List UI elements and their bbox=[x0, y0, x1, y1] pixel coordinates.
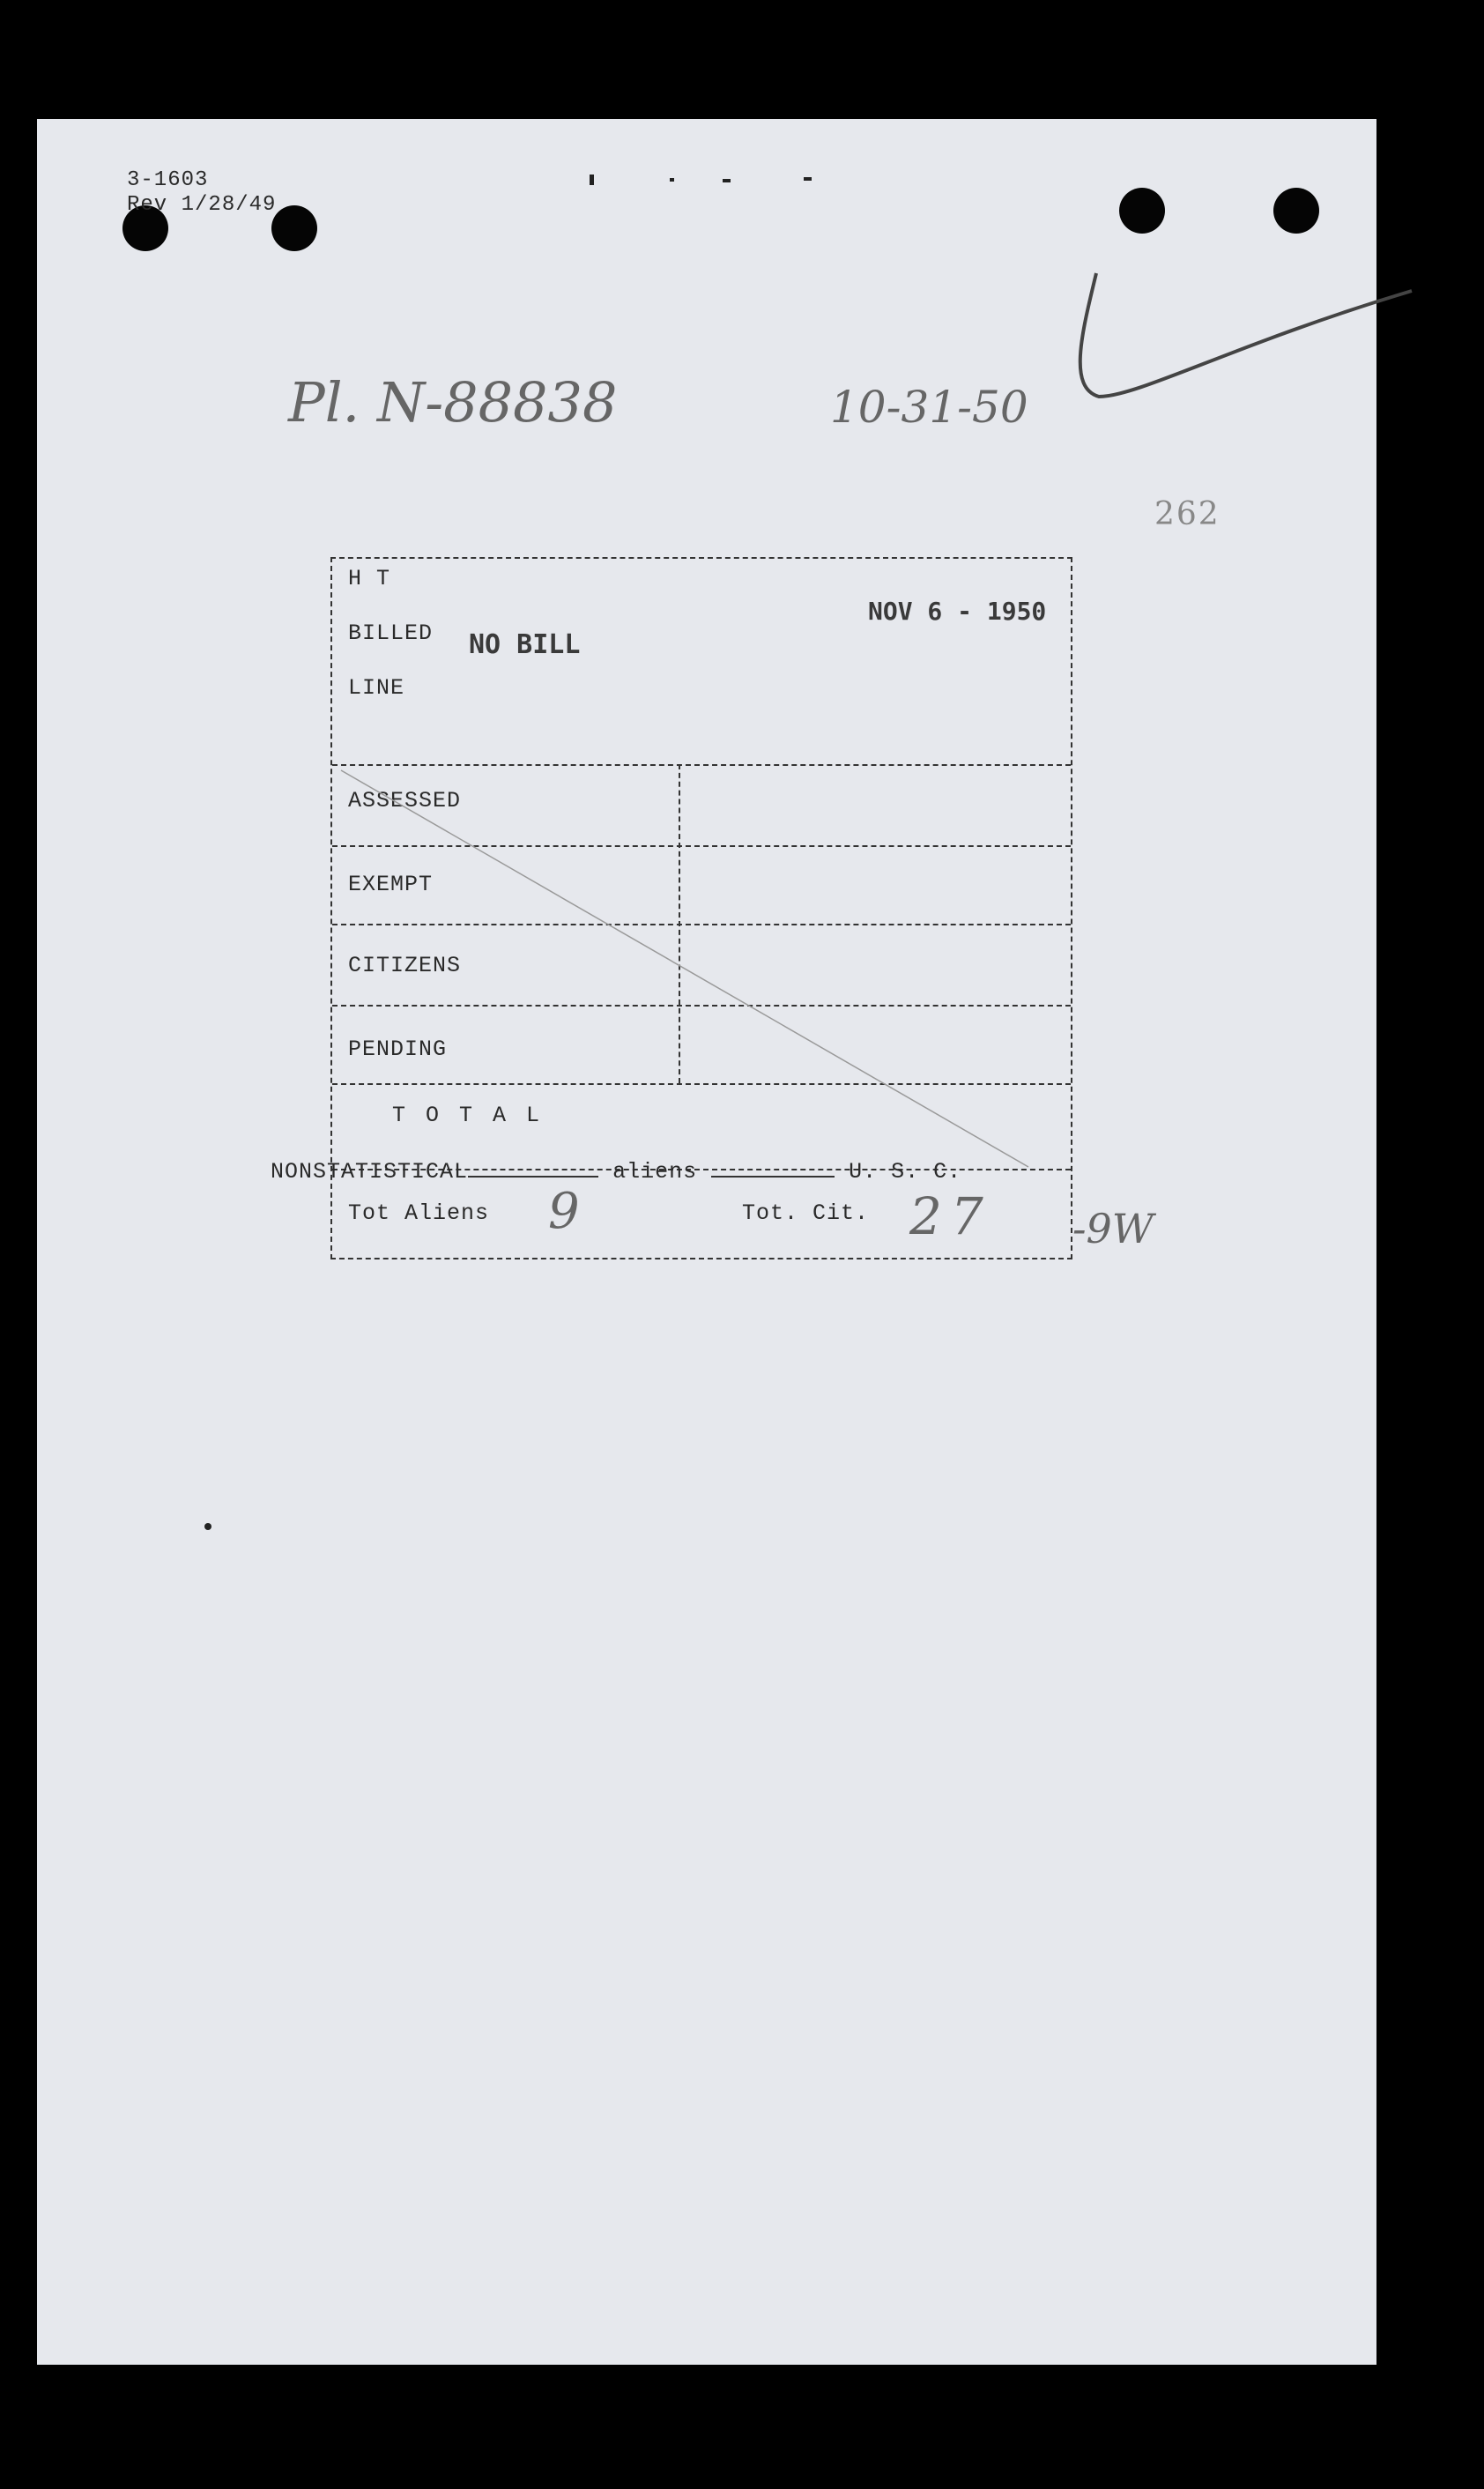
handwritten-date: 10-31-50 bbox=[830, 382, 1028, 433]
line-label: LINE bbox=[348, 675, 405, 701]
speck-dot-top bbox=[590, 175, 594, 185]
tally-form bbox=[330, 557, 1072, 1259]
total-label: T O T A L bbox=[392, 1103, 544, 1128]
assessed-label: ASSESSED bbox=[348, 788, 462, 814]
speck-dot-top-4 bbox=[804, 177, 812, 181]
exempt-label: EXEMPT bbox=[348, 872, 434, 897]
diagonal-strike-line bbox=[332, 559, 1074, 1261]
usc-label: U. S. C. bbox=[849, 1159, 962, 1185]
form-revision: Rev 1/28/49 bbox=[127, 193, 277, 217]
tot-aliens-label: Tot Aliens bbox=[348, 1200, 490, 1226]
punch-hole-2 bbox=[271, 205, 317, 251]
no-bill-stamp: NO BILL bbox=[469, 629, 581, 660]
nonstatistical-line bbox=[271, 1159, 961, 1185]
date-stamp: NOV 6 - 1950 bbox=[868, 597, 1047, 626]
nonstatistical-blank bbox=[468, 1176, 598, 1178]
tot-cit-label: Tot. Cit. bbox=[742, 1200, 870, 1226]
aliens-label: aliens bbox=[612, 1159, 698, 1185]
ht-label: H T bbox=[348, 566, 391, 591]
tot-aliens-value: 9 bbox=[548, 1183, 580, 1240]
speck-dot-top-3 bbox=[723, 179, 731, 182]
punch-hole-3 bbox=[1119, 188, 1165, 234]
form-code: 3-1603 bbox=[127, 168, 209, 192]
citizens-label: CITIZENS bbox=[348, 953, 462, 978]
nonstatistical-label: NONSTATISTICAL bbox=[271, 1159, 469, 1185]
page-number: 262 bbox=[1154, 496, 1221, 532]
pending-label: PENDING bbox=[348, 1036, 448, 1062]
handwritten-check-mark bbox=[1077, 264, 1421, 529]
handwritten-initials: -9W bbox=[1072, 1205, 1154, 1252]
aliens-blank bbox=[711, 1176, 835, 1178]
handwritten-file-number: Pl. N-88838 bbox=[288, 370, 618, 435]
punch-hole-4 bbox=[1273, 188, 1319, 234]
tot-cit-value: 27 bbox=[909, 1186, 992, 1246]
billed-label: BILLED bbox=[348, 620, 434, 646]
speck-dot bbox=[204, 1523, 211, 1530]
document-page bbox=[37, 119, 1376, 2365]
speck-dot-top-2 bbox=[670, 178, 674, 182]
